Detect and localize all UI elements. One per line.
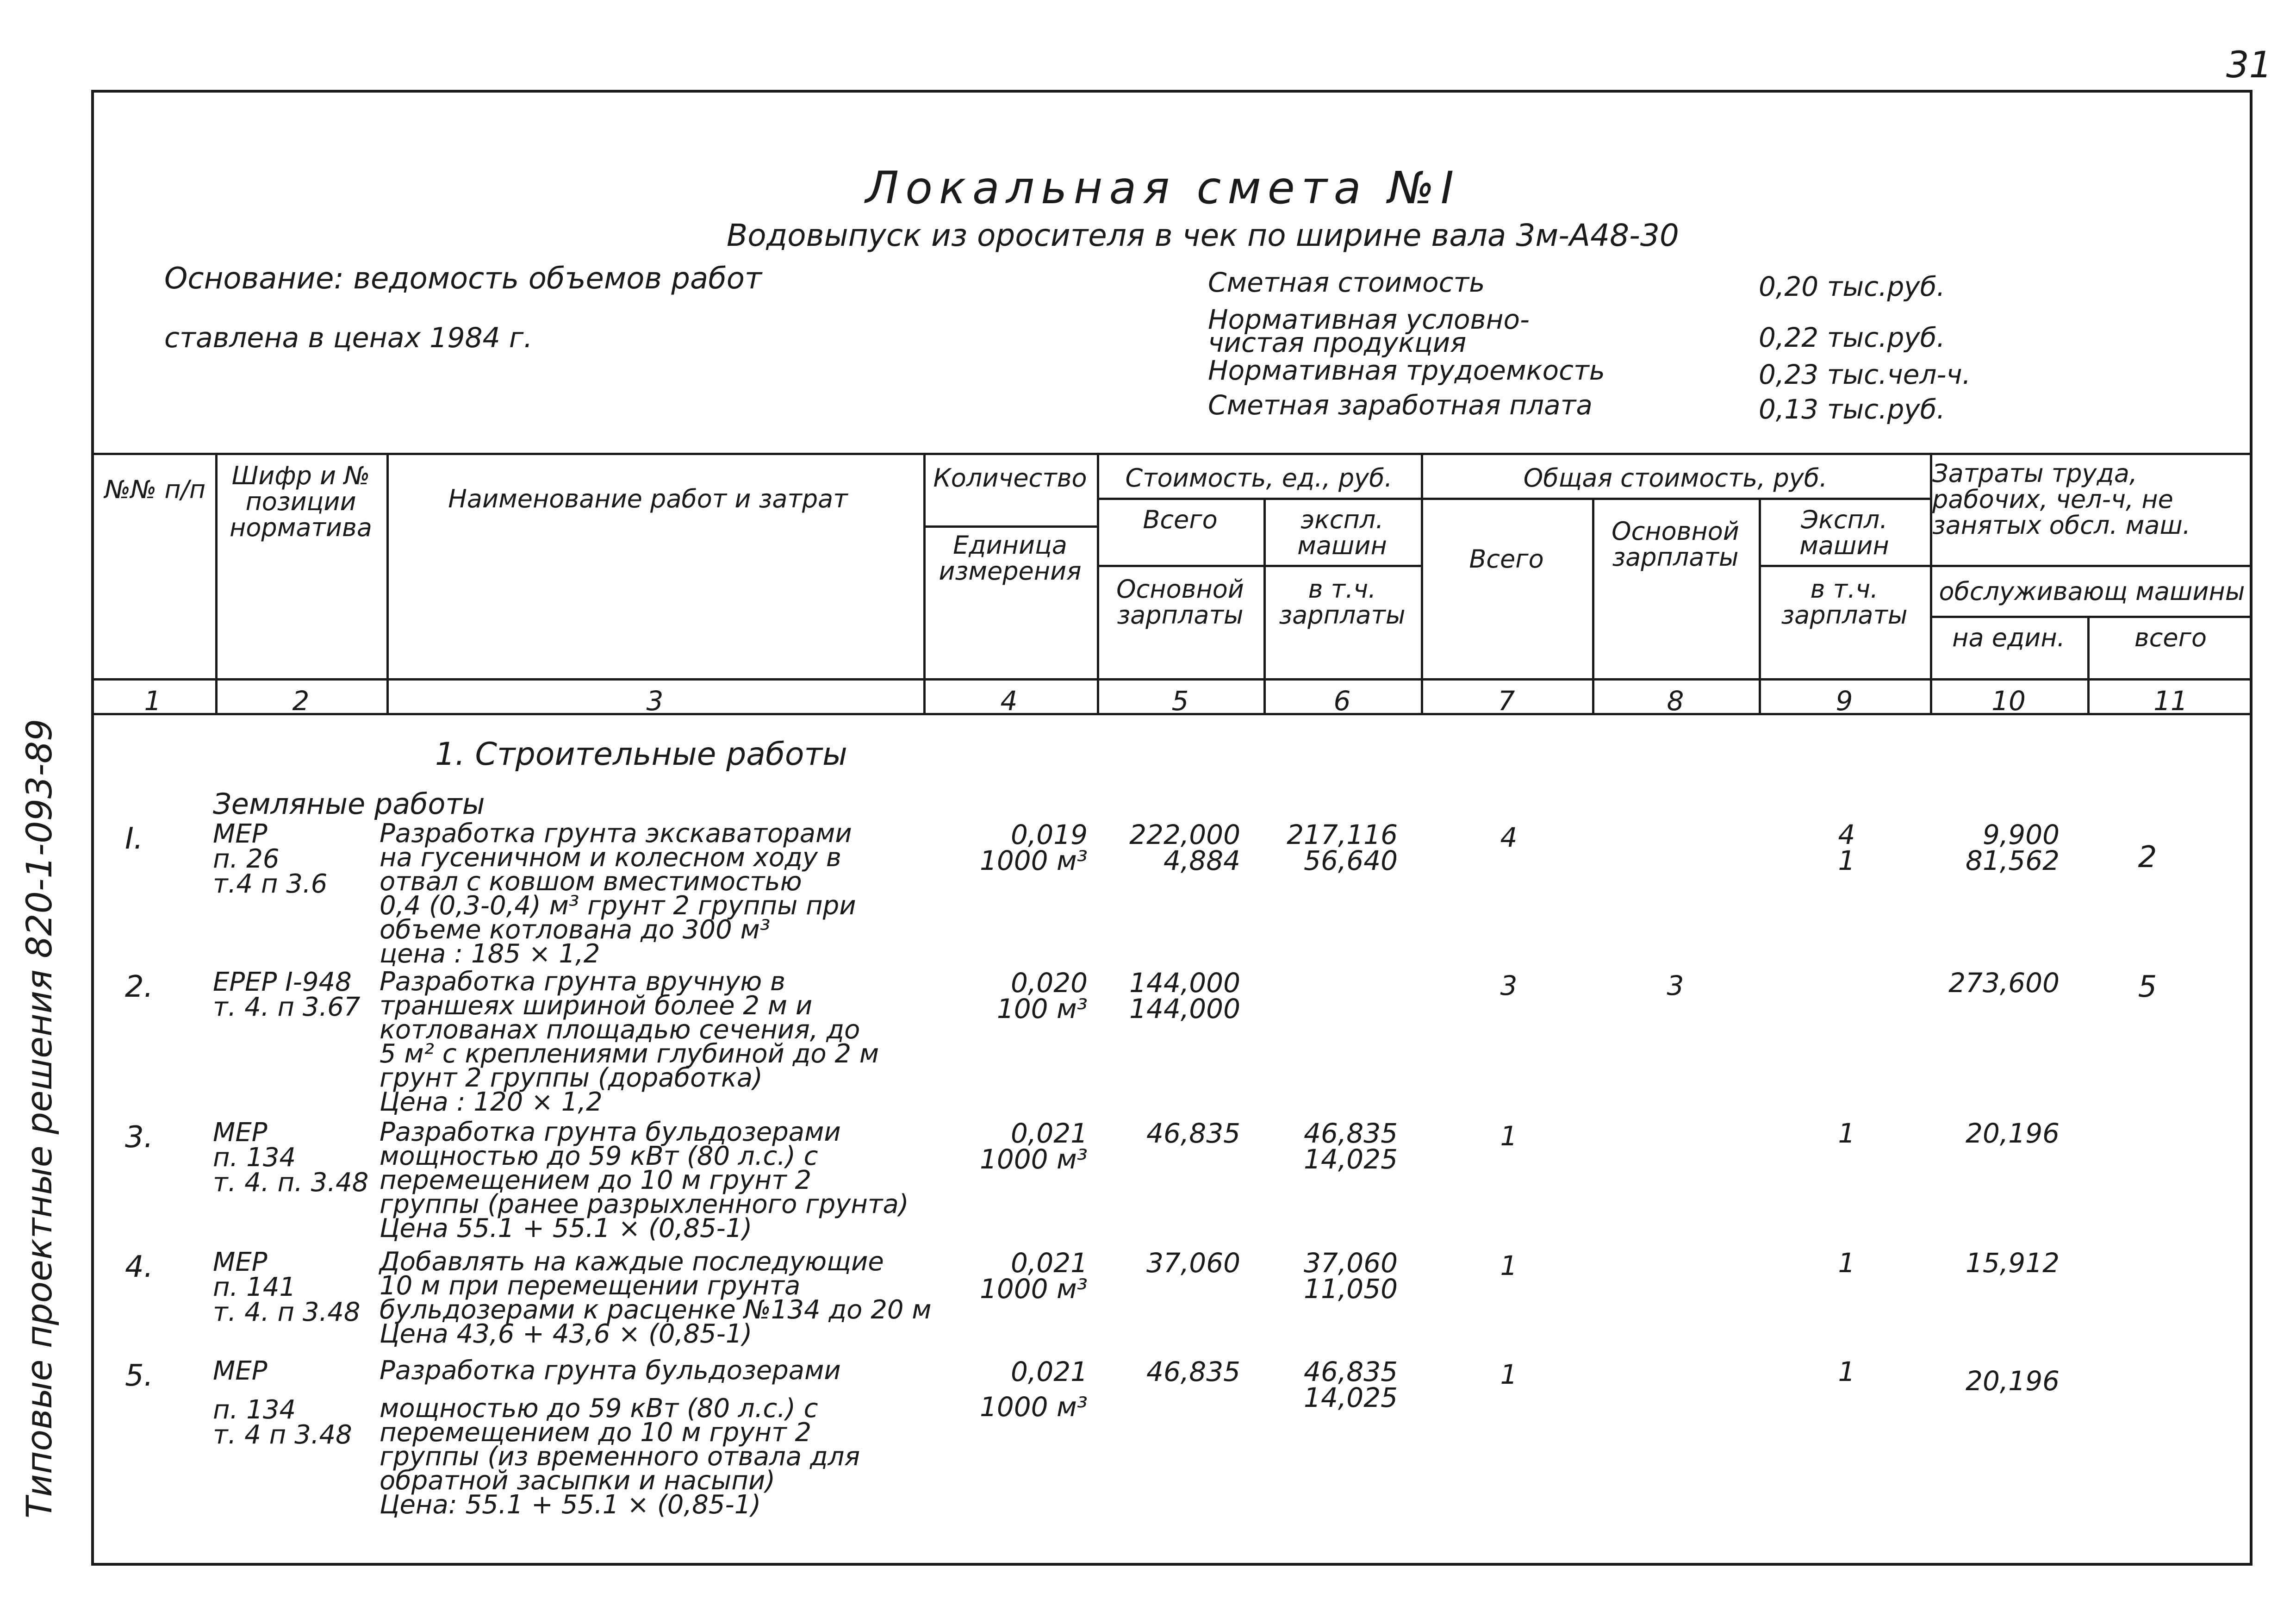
header-col-2: Шифр и № позиции норматива (230, 461, 372, 542)
header-col-4-unit: Единица измерения (939, 531, 1082, 586)
row-labor-per-unit: 20,196 (1966, 1365, 2060, 1397)
header-col-5-total: Всего (1143, 505, 1218, 534)
row-unit-cost-machines: 46,835 14,025 (1304, 1118, 1398, 1175)
header-total-cost: Общая стоимость, руб. (1523, 463, 1828, 493)
column-number: 10 (1991, 685, 2026, 717)
row-code: МЕР п. 134 т. 4 п 3.48 (213, 1356, 352, 1450)
row-labor-total: 2 (2138, 840, 2157, 874)
header-labor: Затраты труда, рабочих, чел-ч, не занятых обсл. маш. (1932, 459, 2191, 540)
row-total-cost: 3 (1500, 970, 1518, 1001)
row-unit-cost-total: 144,000 144,000 (1129, 967, 1240, 1024)
row-labor-per-unit: 9,900 81,562 (1966, 819, 2060, 876)
row-number: 2. (125, 970, 154, 1004)
row-number: 4. (125, 1250, 154, 1284)
row-total-cost: 4 (1500, 822, 1518, 853)
summary-value: 0,22 тыс.руб. (1759, 322, 1945, 353)
row-unit-cost-total: 46,835 (1146, 1118, 1240, 1149)
row-code: ЕРЕР I-948 т. 4. п 3.67 (213, 967, 361, 1022)
column-number: 1 (144, 685, 162, 717)
column-number: 7 (1498, 685, 1515, 717)
row-description: Разработка грунта бульдозерами мощностью до 59 кВт (80 л.с.) с перемещением до 10 м грунт 2 группы (ранее разрыхленного грунта) Цена 55.1 + 55.1 × (0,85-1) (380, 1117, 909, 1243)
row-unit-cost-machines: 217,116 56,640 (1287, 819, 1398, 876)
row-total-cost: 1 (1500, 1359, 1518, 1390)
header-unit-cost: Стоимость, ед., руб. (1125, 463, 1393, 493)
summary-value: 0,23 тыс.чел-ч. (1759, 359, 1971, 390)
row-description: Разработка грунта бульдозерами мощностью до 59 кВт (80 л.с.) с перемещением до 10 м грунт 2 группы (из временного отвала для обратной засыпки и насыпи) Цена: 55.1 + 55.1 × (0,85-1) (380, 1355, 860, 1520)
header-col-6-machines: экспл. машин (1297, 505, 1387, 560)
header-col-7: Всего (1469, 544, 1544, 574)
row-unit-cost-machines: 37,060 11,050 (1304, 1247, 1398, 1305)
row-code: МЕР п. 134 т. 4. п. 3.48 (213, 1118, 369, 1198)
header-labor-machines: обслуживающ машины (1939, 577, 2245, 606)
row-total-cost: 1 (1500, 1250, 1518, 1281)
column-number: 5 (1171, 685, 1189, 717)
document-subtitle: Водовыпуск из оросителя в чек по ширине вала 3м-А48-30 (727, 218, 1679, 253)
column-number: 4 (1000, 685, 1018, 717)
column-number: 3 (646, 685, 664, 717)
basis-line: Основание: ведомость объемов работ (164, 262, 762, 296)
column-number: 2 (292, 685, 310, 717)
row-unit-cost-total: 37,060 (1146, 1247, 1240, 1279)
row-labor-per-unit: 20,196 (1966, 1118, 2060, 1149)
row-quantity: 0,021 1000 м³ (979, 1118, 1088, 1175)
page-number: 31 (2226, 44, 2272, 86)
header-col-3: Наименование работ и затрат (448, 484, 848, 513)
row-total-cost: 1 (1500, 1120, 1518, 1152)
row-total-machines: 1 (1838, 1118, 1855, 1149)
summary-label: Нормативная трудоемкость (1208, 355, 1605, 386)
row-quantity: 0,019 1000 м³ (979, 819, 1088, 876)
row-total-machines: 1 (1838, 1356, 1855, 1387)
row-description: Разработка грунта вручную в траншеях шириной более 2 м и котлованах площадью сечения, до 5 м² с креплениями глубиной до 2 м грунт 2 группы (доработка) Цена : 120 × 1,2 (380, 967, 879, 1117)
section-title: 1. Строительные работы (435, 736, 847, 773)
row-labor-per-unit: 15,912 (1966, 1247, 2060, 1279)
price-basis-line: ставлена в ценах 1984 г. (164, 322, 533, 354)
summary-label: Сметная заработная плата (1208, 389, 1593, 421)
row-number: 5. (125, 1359, 154, 1393)
row-total-machines: 1 (1838, 1247, 1855, 1279)
row-labor-total: 5 (2138, 970, 2157, 1004)
summary-label: Сметная стоимость (1208, 267, 1485, 298)
header-col-10: на един. (1952, 623, 2065, 652)
row-unit-cost-total: 222,000 4,884 (1129, 819, 1240, 876)
summary-value: 0,13 тыс.руб. (1759, 394, 1945, 425)
summary-label: Нормативная условно-чистая продукция (1208, 304, 1530, 358)
header-col-5-wages: Основной зарплаты (1116, 575, 1244, 630)
summary-value: 0,20 тыс.руб. (1759, 271, 1945, 302)
row-description: Разработка грунта экскаваторами на гусеничном и колесном ходу в отвал с ковшом вместимостью 0,4 (0,3-0,4) м³ грунт 2 группы при объеме котлована до 300 м³ цена : 185 × 1,2 (380, 818, 856, 969)
column-number: 8 (1667, 685, 1684, 717)
row-labor-per-unit: 273,600 (1948, 967, 2060, 999)
row-unit-cost-total: 46,835 (1146, 1356, 1240, 1387)
column-number: 11 (2153, 685, 2188, 717)
header-col-4-qty: Количество (933, 463, 1087, 493)
row-description: Добавлять на каждые последующие 10 м при перемещении грунта бульдозерами к расценке №134 до 20 м Цена 43,6 + 43,6 × (0,85-1) (380, 1247, 932, 1349)
row-total-wages: 3 (1667, 970, 1684, 1001)
row-number: 3. (125, 1120, 154, 1155)
row-quantity: 0,021 1000 м³ (979, 1247, 1088, 1305)
header-col-8: Основной зарплаты (1612, 517, 1739, 572)
row-code: МЕР п. 26 т.4 п 3.6 (213, 819, 328, 899)
column-number: 9 (1836, 685, 1853, 717)
sidebar-caption: Типовые проектные решения 820-1-093-89 (19, 718, 60, 1518)
header-col-1: №№ п/п (104, 475, 206, 504)
row-unit-cost-machines: 46,835 14,025 (1304, 1356, 1398, 1413)
row-quantity: 0,020 100 м³ (996, 967, 1088, 1024)
header-col-11: всего (2134, 623, 2207, 652)
header-col-9-wages: в т.ч. зарплаты (1781, 575, 1908, 630)
document-title: Локальная смета №I (865, 162, 1461, 214)
header-col-9-machines: Экспл. машин (1799, 505, 1889, 560)
header-col-6-wages: в т.ч. зарплаты (1279, 575, 1406, 630)
row-number: I. (125, 822, 143, 856)
row-quantity: 0,021 1000 м³ (979, 1356, 1088, 1423)
column-number: 6 (1333, 685, 1351, 717)
row-total-machines: 4 1 (1838, 819, 1855, 876)
group-title: Земляные работы (213, 787, 485, 821)
row-code: МЕР п. 141 т. 4. п 3.48 (213, 1247, 361, 1327)
